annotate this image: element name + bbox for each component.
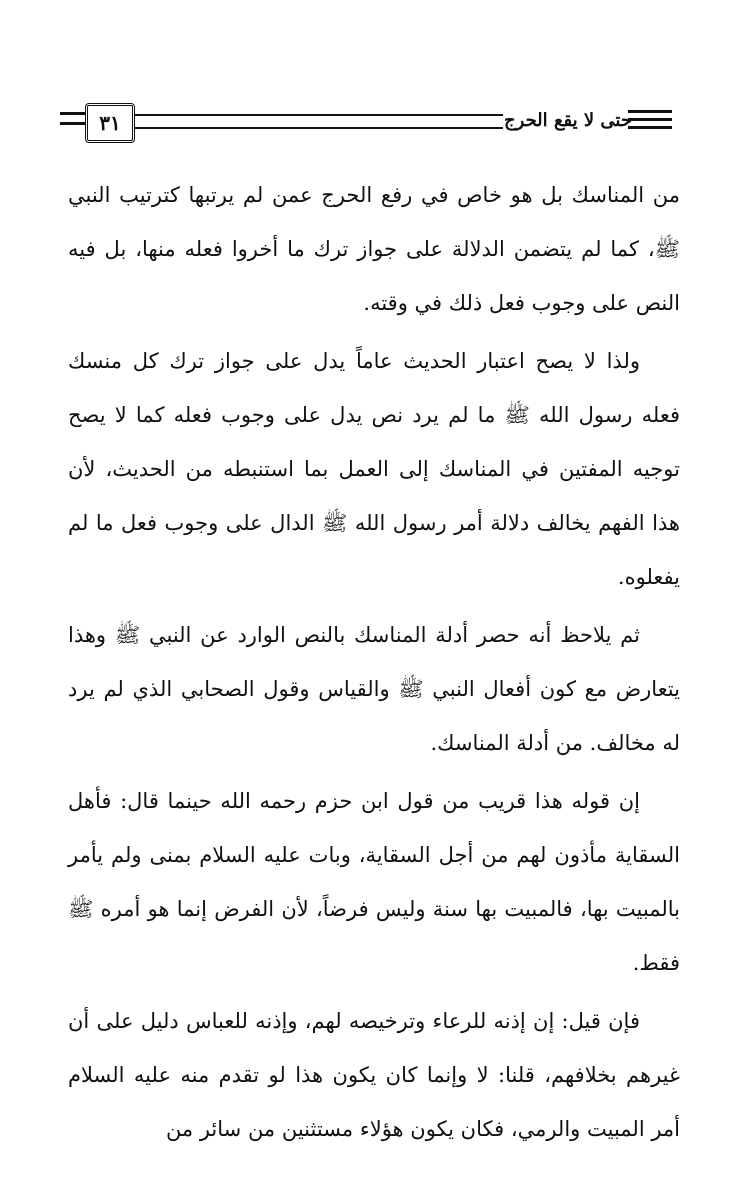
body-text (68, 168, 680, 1160)
header-rule-bottom (135, 127, 503, 129)
paragraph-5: فإن قيل: إن إذنه للرعاء وترخيصه لهم، وإذنه للعباس دليل على أن غيرهم بخلافهم، قلنا: لا وإنما كان يكون هذا لو تقدم منه عليه السلام أمر المبيت والرمي، فكان يكون هؤلاء مستثنين من سائر من (68, 1009, 680, 1141)
paragraph-3: ثم يلاحظ أنه حصر أدلة المناسك بالنص الوارد عن النبي ﷺ وهذا يتعارض مع كون أفعال النبي ﷺ والقياس وقول الصحابي الذي لم يرد له مخالف. من أدلة المناسك. (68, 623, 680, 755)
paragraph-2: ولذا لا يصح اعتبار الحديث عاماً يدل على جواز ترك كل منسك فعله رسول الله ﷺ ما لم يرد نص يدل على وجوب فعله كما لا يصح توجيه المفتين في المناسك إلى العمل بما استنبطه من الحديث، لأن هذا الفهم يخالف دلالة أمر رسول الله ﷺ الدال على وجوب فعل ما لم يفعلوه. (68, 349, 680, 589)
paragraph-4: إن قوله هذا قريب من قول ابن حزم رحمه الله حينما قال: فأهل السقاية مأذون لهم من أجل السقاية، وبات عليه السلام بمنى ولم يأمر بالمبيت بها، فالمبيت بها سنة وليس فرضاً، لأن الفرض إنما هو أمره ﷺ فقط. (68, 789, 680, 975)
header-ornament-right (628, 118, 672, 121)
page-number: ٣١ (85, 103, 135, 143)
header-ornament-left (60, 122, 86, 125)
header-ornament-right (628, 126, 672, 129)
paragraph-1: من المناسك بل هو خاص في رفع الحرج عمن لم يرتبها كترتيب النبي ﷺ، كما لم يتضمن الدلالة على جواز ترك ما أخروا فعله منها، بل فيه النص على وجوب فعل ذلك في وقته. (68, 183, 680, 315)
book-title: حتى لا يقع الحرج (504, 110, 632, 131)
header-ornament-right (628, 110, 672, 113)
header-rule-top (135, 114, 503, 116)
header-ornament-left (60, 112, 86, 115)
